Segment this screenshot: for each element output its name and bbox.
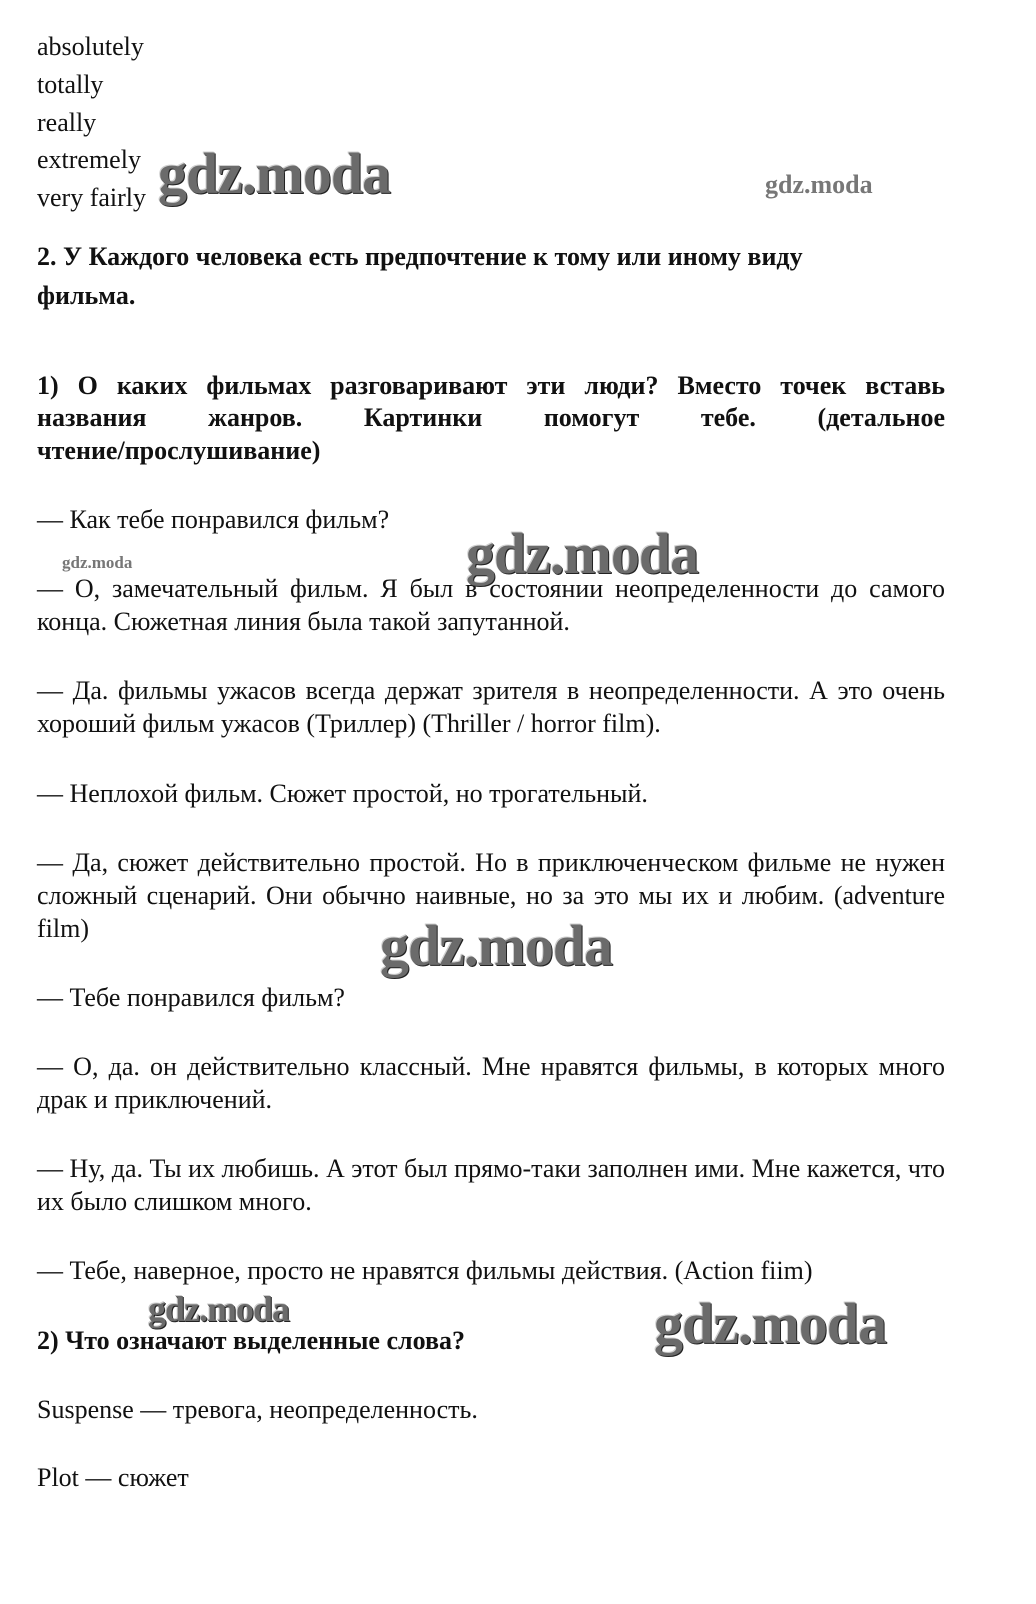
word-totally: totally [37,70,104,99]
task2-title-line1: 2. У Каждого человека есть предпочтение к тому или иному виду [37,242,803,271]
dialogue-line-8: — Ну, да. Ты их любишь. А этот был прямо-таки заполнен ими. Мне кажется, что их было слишком много. [37,1154,945,1216]
definition-plot: Plot — сюжет [37,1463,189,1492]
watermark: gdz.moda [466,521,699,586]
watermark: gdz.moda [765,170,873,199]
word-very-fairly: very fairly [37,183,147,212]
watermark: gdz.moda [158,141,391,206]
task2-title-line2: фильма. [37,281,136,310]
watermark: gdz.moda [62,553,133,572]
dialogue-line-5: — Да, сюжет действительно простой. Но в приключенческом фильме не нужен сложный сценарий. Они обычно наивные, но за это мы их и любим. (adventure film) [37,848,945,943]
dialogue-line-9: — Тебе, наверное, просто не нравятся фильмы действия. (Action fiim) [37,1256,813,1285]
sub1-title-line1: 1) О каких фильмах разговаривают эти люди? Вместо точек вставь [37,371,945,400]
dialogue-line-1: — Как тебе понравился фильм? [37,505,390,534]
sub1-title-line2: названия жанров. Картинки помогут тебе. (детальное [37,403,945,432]
sub1-title-line3: чтение/прослушивание) [37,436,321,465]
definition-suspense: Suspense — тревога, неопределенность. [37,1395,478,1424]
word-extremely: extremely [37,145,141,174]
dialogue-line-3: — Да. фильмы ужасов всегда держат зрителя в неопределенности. А это очень хороший фильм ужасов (Триллер) (Thriller / horror film). [37,676,945,738]
dialogue-line-6: — Тебе понравился фильм? [37,983,345,1012]
dialogue-line-7: — О, да. он действительно классный. Мне нравятся фильмы, в которых много драк и приключений. [37,1052,945,1114]
dialogue-line-4: — Неплохой фильм. Сюжет простой, но трогательный. [37,779,648,808]
sub2-title: 2) Что означают выделенные слова? [37,1326,465,1355]
word-really: really [37,108,97,137]
dialogue-line-2: — О, замечательный фильм. Я был в состоянии неопределенности до самого конца. Сюжетная линия была такой запутанной. [37,574,945,636]
watermark: gdz.moda [148,1289,290,1329]
watermark: gdz.moda [654,1291,887,1356]
word-absolutely: absolutely [37,32,144,61]
watermark: gdz.moda [380,913,613,978]
